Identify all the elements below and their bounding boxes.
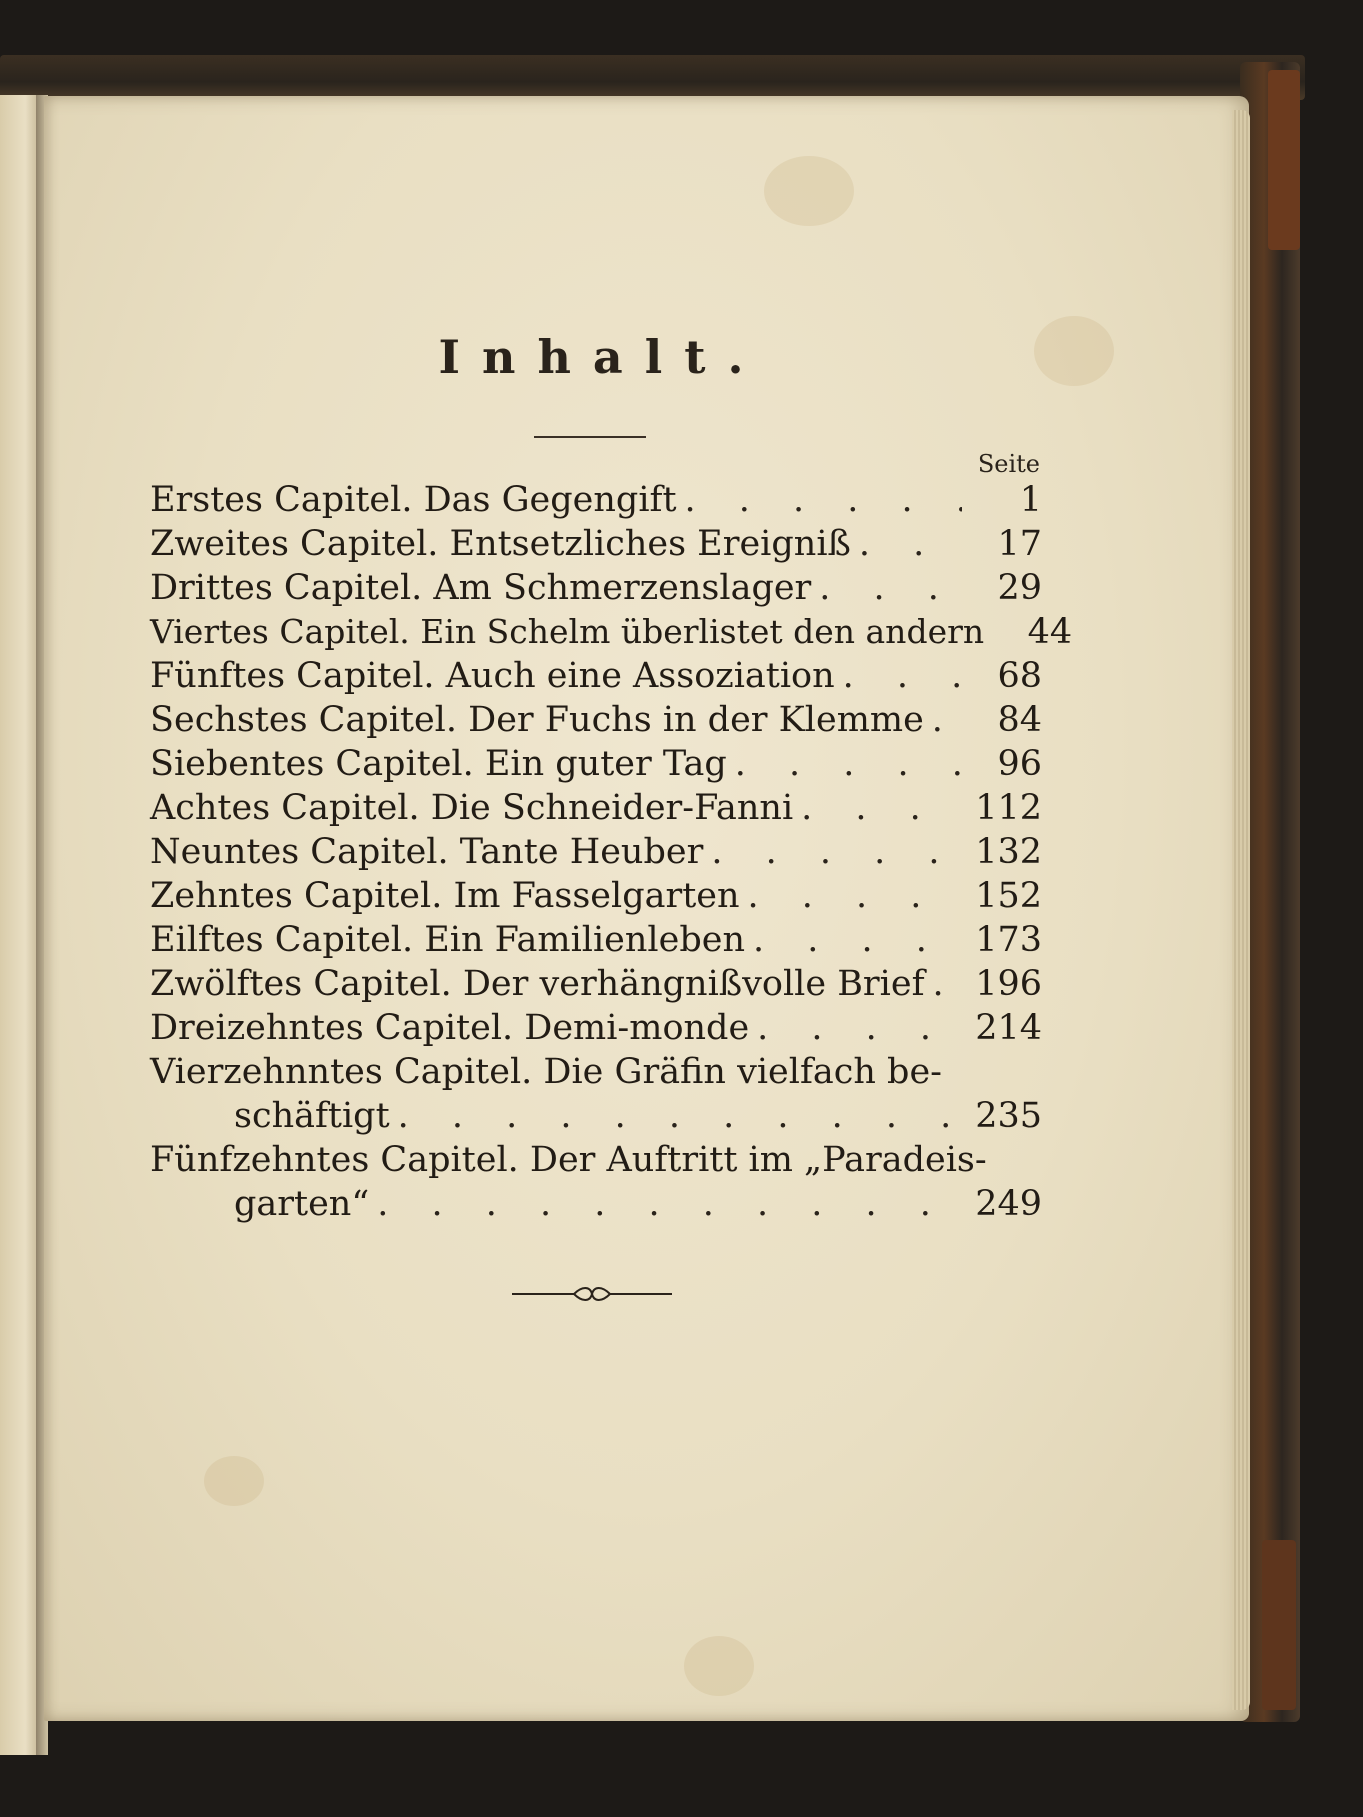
leader-dots bbox=[377, 1182, 962, 1226]
toc-entry-page: 152 bbox=[975, 876, 1042, 916]
toc-entry-title-continued: schäftigt bbox=[234, 1096, 390, 1136]
leader-dots bbox=[685, 478, 962, 522]
leader-dots bbox=[843, 654, 962, 698]
toc-entry-title: Sechstes Capitel. Der Fuchs in der Klemme bbox=[150, 700, 924, 740]
toc-entry bbox=[150, 742, 1042, 786]
leader-dots bbox=[933, 962, 962, 1006]
toc-entry-title: Dreizehntes Capitel. Demi-monde bbox=[150, 1008, 750, 1048]
page-edges bbox=[1232, 110, 1250, 1710]
toc-entry-title: Zehntes Capitel. Im Fasselgarten bbox=[150, 876, 740, 916]
toc-entry-page: 249 bbox=[975, 1184, 1042, 1224]
toc-entry bbox=[150, 786, 1042, 830]
toc-entry-page: 44 bbox=[1027, 612, 1073, 652]
toc-entry-title: Eilftes Capitel. Ein Familienleben bbox=[150, 920, 745, 960]
toc-entry bbox=[150, 522, 1042, 566]
title-divider bbox=[534, 436, 646, 438]
page-column-label: Seite bbox=[977, 450, 1040, 478]
cover-leather-corner-bottom bbox=[1262, 1540, 1296, 1710]
toc-entry-page: 112 bbox=[975, 788, 1042, 828]
cover-leather-corner-top bbox=[1268, 70, 1300, 250]
toc-entry bbox=[150, 1006, 1042, 1050]
leader-dots bbox=[757, 1006, 962, 1050]
page-title: Inhalt. bbox=[438, 330, 766, 384]
book-cover-top bbox=[0, 55, 1305, 100]
leader-dots bbox=[801, 786, 962, 830]
table-of-contents bbox=[150, 478, 1073, 1226]
leader-dots bbox=[932, 698, 962, 742]
toc-entry-continuation bbox=[150, 1182, 1042, 1226]
toc-entry-page: 235 bbox=[975, 1096, 1042, 1136]
toc-entry bbox=[150, 830, 1042, 874]
toc-entry bbox=[150, 962, 1042, 1006]
toc-entry-title-continued: garten“ bbox=[234, 1184, 370, 1224]
toc-entry bbox=[150, 566, 1042, 610]
toc-entry-title: Drittes Capitel. Am Schmerzenslager bbox=[150, 568, 812, 608]
toc-entry-title: Fünfzehntes Capitel. Der Auftritt im „Paradeis- bbox=[150, 1140, 987, 1180]
toc-entry-title: Zwölftes Capitel. Der verhängnißvolle Brief bbox=[150, 964, 925, 1004]
toc-entry-title: Viertes Capitel. Ein Schelm überlistet den andern bbox=[150, 612, 985, 651]
paper-stain bbox=[204, 1456, 264, 1506]
toc-entry-page: 96 bbox=[997, 744, 1042, 784]
toc-entry-title: Erstes Capitel. Das Gegengift bbox=[150, 480, 677, 520]
toc-entry-page: 17 bbox=[997, 524, 1042, 564]
toc-entry-page: 173 bbox=[975, 920, 1042, 960]
toc-entry bbox=[150, 654, 1042, 698]
paper-stain bbox=[684, 1636, 754, 1696]
toc-entry bbox=[150, 874, 1042, 918]
toc-entry-page: 68 bbox=[997, 656, 1042, 696]
toc-entry-page: 29 bbox=[997, 568, 1042, 608]
leader-dots bbox=[748, 874, 962, 918]
toc-entry-title: Achtes Capitel. Die Schneider-Fanni bbox=[150, 788, 794, 828]
leader-dots bbox=[398, 1094, 962, 1138]
toc-entry-page: 196 bbox=[975, 964, 1042, 1004]
toc-entry-page: 84 bbox=[997, 700, 1042, 740]
toc-entry-page: 132 bbox=[975, 832, 1042, 872]
toc-entry-page: 214 bbox=[975, 1008, 1042, 1048]
leader-dots bbox=[753, 918, 962, 962]
ornament-divider-icon bbox=[512, 1282, 672, 1306]
toc-entry-page: 1 bbox=[1019, 480, 1042, 520]
toc-entry-title: Neuntes Capitel. Tante Heuber bbox=[150, 832, 704, 872]
toc-entry bbox=[150, 918, 1042, 962]
leader-dots bbox=[859, 522, 962, 566]
toc-entry bbox=[150, 698, 1042, 742]
toc-entry bbox=[150, 1138, 1042, 1182]
toc-entry-title: Zweites Capitel. Entsetzliches Ereigniß bbox=[150, 524, 851, 564]
toc-entry bbox=[150, 1050, 1042, 1094]
toc-entry bbox=[150, 478, 1042, 522]
toc-entry-continuation bbox=[150, 1094, 1042, 1138]
leader-dots bbox=[711, 830, 962, 874]
toc-entry-title: Vierzehnntes Capitel. Die Gräfin vielfach be- bbox=[150, 1052, 942, 1092]
paper-stain bbox=[764, 156, 854, 226]
toc-entry-title: Fünftes Capitel. Auch eine Assoziation bbox=[150, 656, 835, 696]
toc-entry-title: Siebentes Capitel. Ein guter Tag bbox=[150, 744, 727, 784]
leader-dots bbox=[819, 566, 962, 610]
leader-dots bbox=[735, 742, 962, 786]
toc-entry bbox=[150, 610, 1073, 654]
